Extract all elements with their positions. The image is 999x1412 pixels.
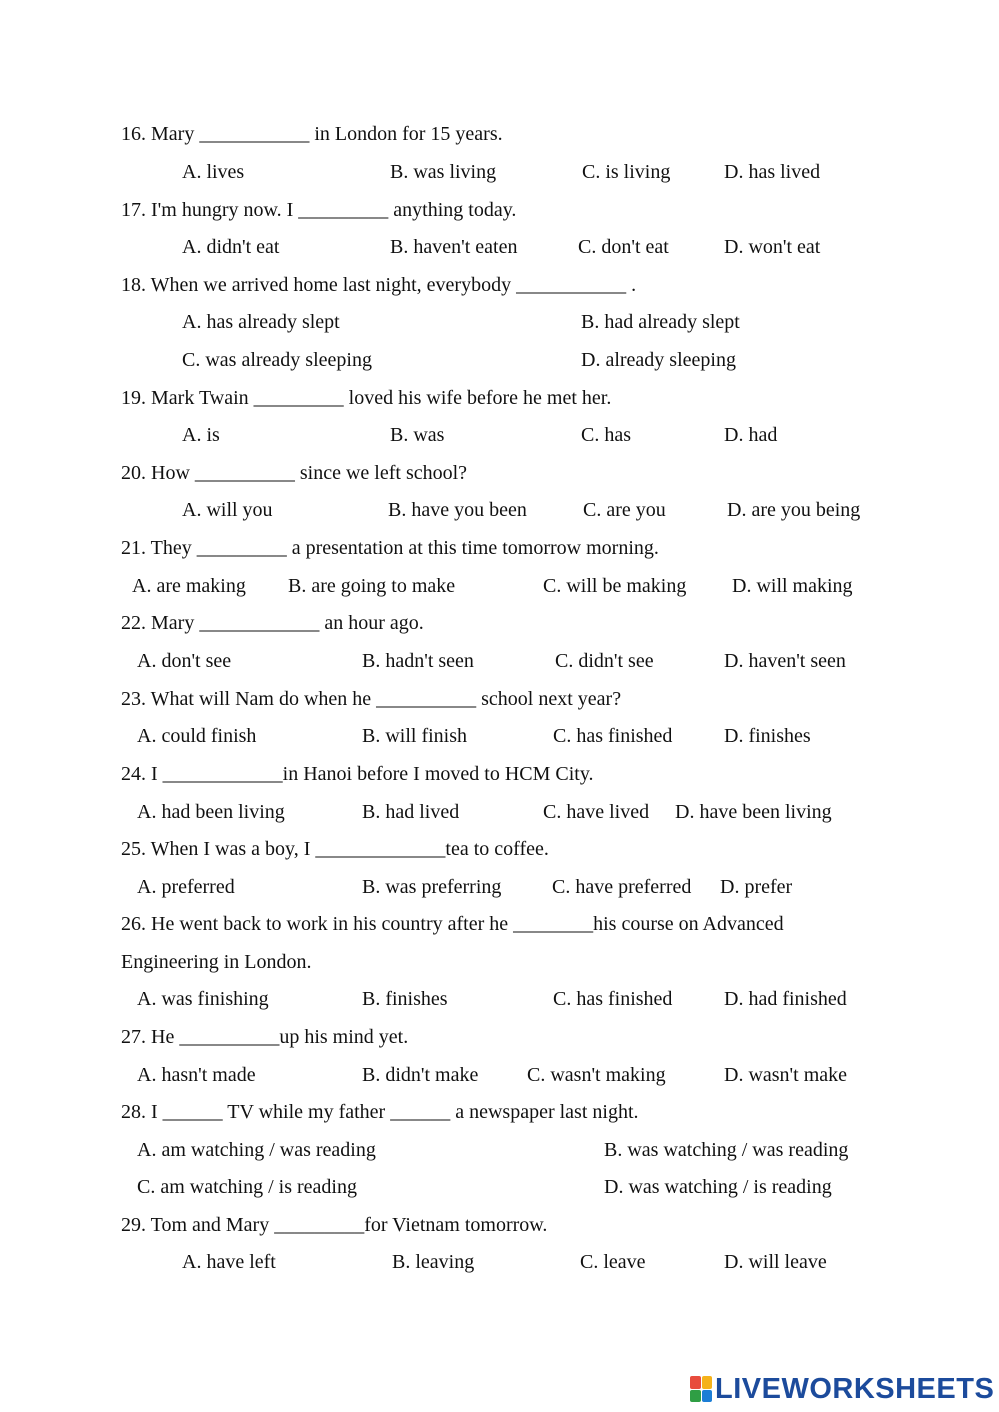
question-18-stem: 18. When we arrived home last night, everybody ___________ . — [121, 274, 637, 296]
question-23-option-b[interactable]: B. will finish — [362, 725, 468, 747]
question-17-option-d[interactable]: D. won't eat — [724, 236, 821, 258]
question-25-option-c[interactable]: C. have preferred — [552, 876, 692, 898]
question-19-option-d[interactable]: D. had — [724, 424, 778, 446]
question-24-option-d[interactable]: D. have been living — [675, 801, 832, 823]
question-26-option-d[interactable]: D. had finished — [724, 988, 847, 1010]
question-20-option-a[interactable]: A. will you — [182, 499, 273, 521]
question-21-option-d[interactable]: D. will making — [732, 575, 853, 597]
question-22-stem: 22. Mary ____________ an hour ago. — [121, 612, 424, 634]
logo-icon — [690, 1376, 712, 1402]
question-16-option-b[interactable]: B. was living — [390, 161, 497, 183]
question-21-option-a[interactable]: A. are making — [132, 575, 246, 597]
question-21-option-b[interactable]: B. are going to make — [288, 575, 456, 597]
question-27-option-c[interactable]: C. wasn't making — [527, 1064, 666, 1086]
question-26-option-c[interactable]: C. has finished — [553, 988, 673, 1010]
question-28-option-d[interactable]: D. was watching / is reading — [604, 1176, 832, 1198]
question-22-option-d[interactable]: D. haven't seen — [724, 650, 846, 672]
question-16-option-c[interactable]: C. is living — [582, 161, 671, 183]
question-22-option-a[interactable]: A. don't see — [137, 650, 232, 672]
question-29-option-c[interactable]: C. leave — [580, 1251, 646, 1273]
question-27-option-b[interactable]: B. didn't make — [362, 1064, 479, 1086]
question-24-option-a[interactable]: A. had been living — [137, 801, 285, 823]
liveworksheets-logo — [690, 1373, 994, 1405]
question-26-option-a[interactable]: A. was finishing — [137, 988, 269, 1010]
question-23-stem: 23. What will Nam do when he __________ school next year? — [121, 688, 622, 710]
question-19-stem: 19. Mark Twain _________ loved his wife before he met her. — [121, 387, 612, 409]
question-23-option-d[interactable]: D. finishes — [724, 725, 811, 747]
question-26-option-b[interactable]: B. finishes — [362, 988, 448, 1010]
question-28-option-a[interactable]: A. am watching / was reading — [137, 1139, 376, 1161]
question-17-stem: 17. I'm hungry now. I _________ anything today. — [121, 199, 517, 221]
question-24-option-b[interactable]: B. had lived — [362, 801, 460, 823]
question-20-stem: 20. How __________ since we left school? — [121, 462, 468, 484]
question-17-option-c[interactable]: C. don't eat — [578, 236, 669, 258]
question-22-option-b[interactable]: B. hadn't seen — [362, 650, 474, 672]
question-25-stem: 25. When I was a boy, I _____________tea to coffee. — [121, 838, 549, 860]
question-19-option-b[interactable]: B. was — [390, 424, 445, 446]
question-26-stem: 26. He went back to work in his country after he ________his course on Advanced — [121, 913, 784, 935]
question-19-option-a[interactable]: A. is — [182, 424, 220, 446]
question-17-option-b[interactable]: B. haven't eaten — [390, 236, 518, 258]
question-26-stem-continued: Engineering in London. — [121, 951, 312, 973]
question-18-option-b[interactable]: B. had already slept — [581, 311, 740, 333]
question-27-option-a[interactable]: A. hasn't made — [137, 1064, 256, 1086]
question-18-option-a[interactable]: A. has already slept — [182, 311, 340, 333]
question-20-option-d[interactable]: D. are you being — [727, 499, 861, 521]
question-22-option-c[interactable]: C. didn't see — [555, 650, 654, 672]
question-27-option-d[interactable]: D. wasn't make — [724, 1064, 848, 1086]
question-18-option-c[interactable]: C. was already sleeping — [182, 349, 372, 371]
question-17-option-a[interactable]: A. didn't eat — [182, 236, 280, 258]
question-19-option-c[interactable]: C. has — [581, 424, 631, 446]
question-28-stem: 28. I ______ TV while my father ______ a newspaper last night. — [121, 1101, 639, 1123]
question-24-option-c[interactable]: C. have lived — [543, 801, 650, 823]
logo-text: LIVEWORKSHEETS — [715, 1372, 995, 1405]
question-29-stem: 29. Tom and Mary _________for Vietnam tomorrow. — [121, 1214, 548, 1236]
question-21-stem: 21. They _________ a presentation at this time tomorrow morning. — [121, 537, 659, 559]
question-28-option-c[interactable]: C. am watching / is reading — [137, 1176, 357, 1198]
question-23-option-c[interactable]: C. has finished — [553, 725, 673, 747]
question-25-option-d[interactable]: D. prefer — [720, 876, 793, 898]
question-16-stem: 16. Mary ___________ in London for 15 years. — [121, 123, 503, 145]
question-20-option-c[interactable]: C. are you — [583, 499, 666, 521]
question-21-option-c[interactable]: C. will be making — [543, 575, 687, 597]
question-28-option-b[interactable]: B. was watching / was reading — [604, 1139, 849, 1161]
question-18-option-d[interactable]: D. already sleeping — [581, 349, 736, 371]
question-25-option-b[interactable]: B. was preferring — [362, 876, 502, 898]
question-27-stem: 27. He __________up his mind yet. — [121, 1026, 409, 1048]
question-20-option-b[interactable]: B. have you been — [388, 499, 527, 521]
question-23-option-a[interactable]: A. could finish — [137, 725, 257, 747]
question-16-option-a[interactable]: A. lives — [182, 161, 245, 183]
question-24-stem: 24. I ____________in Hanoi before I moved to HCM City. — [121, 763, 594, 785]
question-29-option-b[interactable]: B. leaving — [392, 1251, 475, 1273]
question-25-option-a[interactable]: A. preferred — [137, 876, 235, 898]
question-29-option-a[interactable]: A. have left — [182, 1251, 276, 1273]
question-16-option-d[interactable]: D. has lived — [724, 161, 821, 183]
question-29-option-d[interactable]: D. will leave — [724, 1251, 827, 1273]
